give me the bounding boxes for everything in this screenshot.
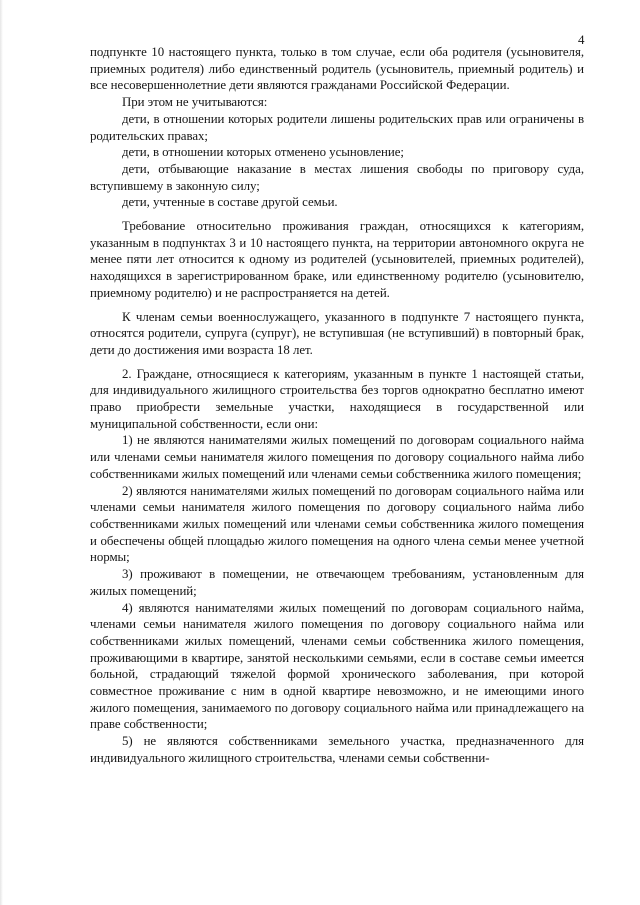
paragraph-residence-requirement: Требование относительно проживания граждан, относящихся к категориям, указанным в подпунктах 3 и 10 настоящего пункта, на территории автономного округа не менее пяти лет относится к одному из родителей (усыновителей, приемных родителей), находящихся в зарегистрированном браке, или единственному родителю (усыновителю, приемному родителю) и не распространяется на детей. bbox=[90, 219, 584, 300]
paragraph-clause-2: 2. Граждане, относящиеся к категориям, указанным в пункте 1 настоящей статьи, для индивидуального жилищного строительства без торгов однократно бесплатно имеют право приобрести земельные участки, находящиеся в государственной или муниципальной собственности, если они: bbox=[90, 366, 584, 431]
paragraph-not-counted-intro: При этом не учитываются: bbox=[122, 95, 268, 110]
paragraph-subclause-5: 5) не являются собственниками земельного участка, предназначенного для индивидуального жилищного строительства, членами семьи собственни- bbox=[90, 734, 584, 765]
paragraph-subclause-1: 1) не являются нанимателями жилых помещений по договорам социального найма или членами семьи нанимателя жилого помещения по договору социального найма либо собственниками жилых помещений или членами семьи собственника жилого помещения; bbox=[90, 433, 584, 481]
paragraph-subclause-2: 2) являются нанимателями жилых помещений по договорам социального найма или членами семьи нанимателя жилого помещения по договору социального найма либо собственниками жилых помещений или членами семьи собственника жилого помещения и обеспечены общей площадью жилого помещения на одного члена семьи менее учетной нормы; bbox=[90, 483, 584, 565]
paragraph-list-item: дети, отбывающие наказание в местах лишения свободы по приговору суда, вступившему в законную силу; bbox=[90, 161, 584, 193]
paragraph-military-family: К членам семьи военнослужащего, указанного в подпункте 7 настоящего пункта, относятся родители, супруга (супруг), не вступившая (не вступивший) в повторный брак, дети до достижения ими возраста 18 лет. bbox=[90, 309, 584, 357]
paragraph-subclause-4: 4) являются нанимателями жилых помещений по договорам социального найма, членами семьи нанимателя жилого помещения по договору социального найма или собственниками жилых помещений, членами семьи собственника жилого помещения, проживающими в квартире, занятой несколькими семьями, если в составе семьи имеется больной, страдающий тяжелой формой хронического заболевания, при которой совместное проживание с ним в одной квартире невозможно, и не имеющими иного жилого помещения, занимаемого по договору социального найма или принадлежащего на праве собственности; bbox=[90, 600, 584, 732]
document-body bbox=[90, 44, 584, 767]
paragraph-continuation: подпункте 10 настоящего пункта, только в том случае, если оба родителя (усыновителя, приемных родителя) либо единственный родитель (усыновитель, приемный родитель) и все несовершеннолетние дети являются гражданами Российской Федерации. bbox=[90, 45, 584, 93]
paragraph-list-item: дети, учтенные в составе другой семьи. bbox=[122, 195, 338, 210]
paragraph-list-item: дети, в отношении которых отменено усыновление; bbox=[122, 145, 404, 160]
paragraph-subclause-3: 3) проживают в помещении, не отвечающем требованиям, установленным для жилых помещений; bbox=[90, 567, 584, 598]
scan-edge-shadow bbox=[0, 0, 3, 905]
page-number: 4 bbox=[578, 32, 585, 47]
paragraph-list-item: дети, в отношении которых родители лишены родительских прав или ограничены в родительских правах; bbox=[90, 111, 584, 143]
